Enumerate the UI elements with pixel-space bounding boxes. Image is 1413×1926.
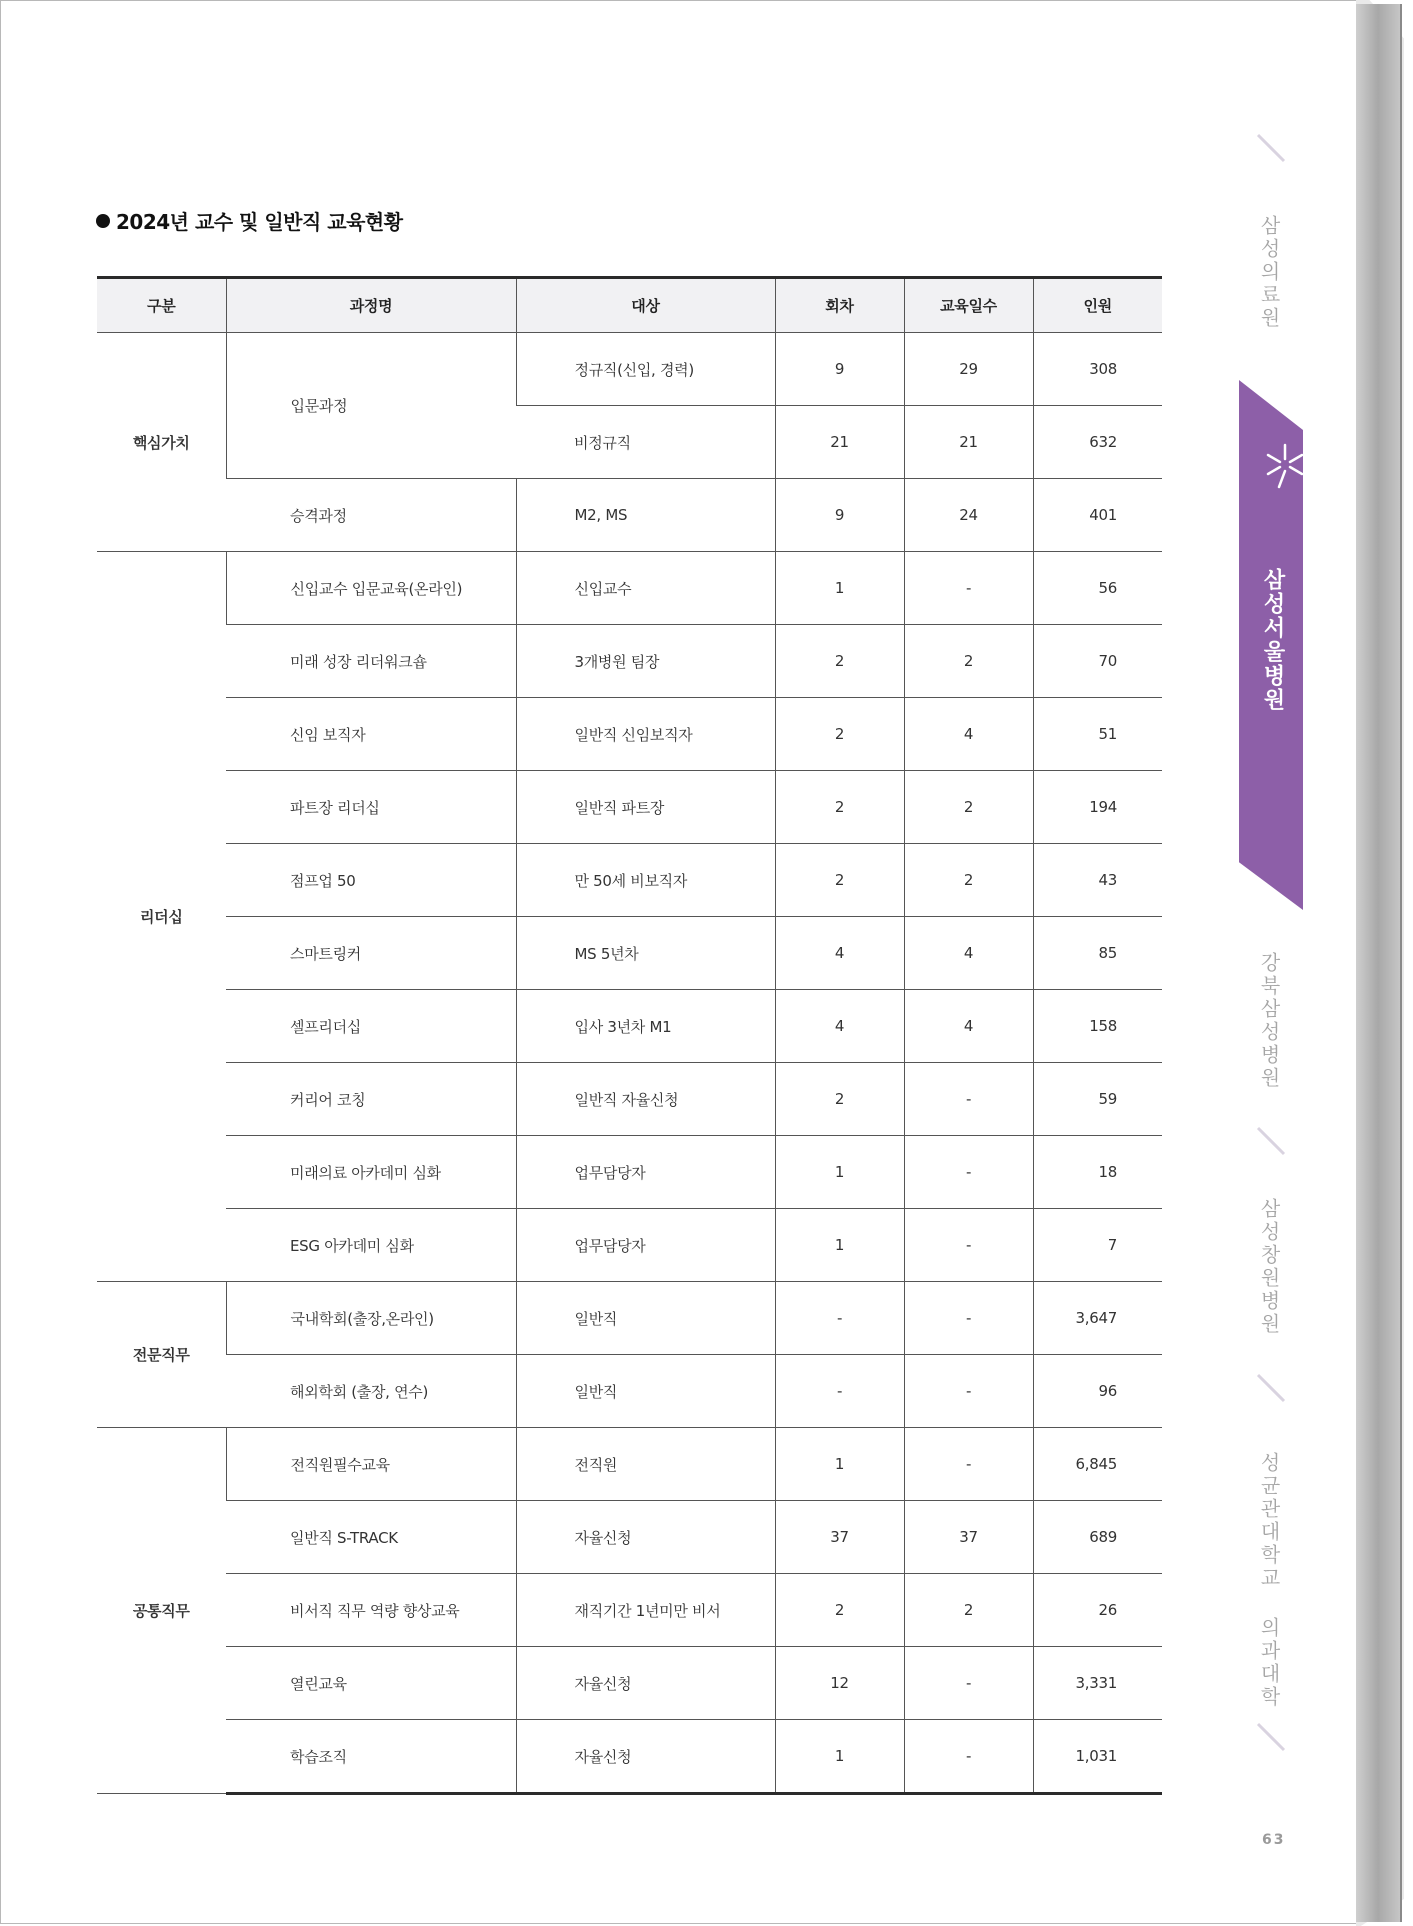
section-title	[96, 206, 403, 235]
target-cell: 일반직 신임보직자	[516, 698, 775, 771]
people-cell: 96	[1033, 1355, 1162, 1428]
page-number: 63	[1262, 1832, 1286, 1848]
table-row	[97, 771, 1162, 844]
people-cell: 158	[1033, 990, 1162, 1063]
sessions-cell: 37	[775, 1501, 904, 1574]
table-row	[97, 990, 1162, 1063]
days-cell: -	[904, 552, 1033, 625]
tab-samsung-seoul-hospital[interactable]: 삼성서울병원	[1260, 568, 1285, 712]
sessions-cell: 9	[775, 333, 904, 406]
days-cell: 37	[904, 1501, 1033, 1574]
target-cell: 입사 3년차 M1	[516, 990, 775, 1063]
course-cell: 미래 성장 리더워크숍	[226, 625, 516, 698]
table-row	[97, 844, 1162, 917]
sessions-cell: 2	[775, 1063, 904, 1136]
days-cell: 2	[904, 771, 1033, 844]
target-cell: 일반직	[516, 1355, 775, 1428]
course-cell: ESG 아카데미 심화	[226, 1209, 516, 1282]
header-target: 대상	[516, 278, 775, 333]
table-row	[97, 1428, 1162, 1501]
people-cell: 43	[1033, 844, 1162, 917]
course-cell: 국내학회(출장,온라인)	[226, 1282, 516, 1355]
days-cell: -	[904, 1136, 1033, 1209]
section-title-text: 2024년 교수 및 일반직 교육현황	[116, 210, 403, 234]
days-cell: 24	[904, 479, 1033, 552]
sessions-cell: 2	[775, 1574, 904, 1647]
days-cell: -	[904, 1355, 1033, 1428]
table-row	[97, 552, 1162, 625]
target-cell: 만 50세 비보직자	[516, 844, 775, 917]
people-cell: 3,331	[1033, 1647, 1162, 1720]
people-cell: 70	[1033, 625, 1162, 698]
people-cell: 85	[1033, 917, 1162, 990]
course-cell: 신입교수 입문교육(온라인)	[226, 552, 516, 625]
course-cell: 입문과정	[226, 333, 516, 479]
table-row	[97, 625, 1162, 698]
people-cell: 401	[1033, 479, 1162, 552]
sessions-cell: -	[775, 1355, 904, 1428]
category-cell: 전문직무	[97, 1282, 226, 1428]
education-table	[97, 276, 1162, 1795]
target-cell: M2, MS	[516, 479, 775, 552]
table-row	[97, 917, 1162, 990]
sessions-cell: 2	[775, 625, 904, 698]
sessions-cell: 2	[775, 771, 904, 844]
tab-samsung-medical-center[interactable]: 삼성의료원	[1257, 215, 1281, 330]
days-cell: 21	[904, 406, 1033, 479]
target-cell: MS 5년차	[516, 917, 775, 990]
target-cell: 3개병원 팀장	[516, 625, 775, 698]
header-course: 과정명	[226, 278, 516, 333]
days-cell: 29	[904, 333, 1033, 406]
table-row	[97, 1355, 1162, 1428]
bullet-icon	[96, 214, 110, 228]
tab-samsung-changwon-hospital[interactable]: 삼성창원병원	[1257, 1198, 1281, 1336]
people-cell: 26	[1033, 1574, 1162, 1647]
category-cell: 리더십	[97, 552, 226, 1282]
sessions-cell: 2	[775, 698, 904, 771]
days-cell: 4	[904, 990, 1033, 1063]
header-days: 교육일수	[904, 278, 1033, 333]
target-cell: 재직기간 1년미만 비서	[516, 1574, 775, 1647]
course-cell: 파트장 리더십	[226, 771, 516, 844]
days-cell: 2	[904, 625, 1033, 698]
course-cell: 커리어 코칭	[226, 1063, 516, 1136]
days-cell: -	[904, 1063, 1033, 1136]
tab-kangbuk-samsung-hospital[interactable]: 강북삼성병원	[1257, 952, 1281, 1090]
table-row	[97, 1720, 1162, 1794]
course-cell: 셀프리더십	[226, 990, 516, 1063]
tab-skku-medical-school[interactable]: 성균관대학교 의과대학	[1257, 1452, 1281, 1709]
course-cell: 학습조직	[226, 1720, 516, 1794]
sessions-cell: 1	[775, 1209, 904, 1282]
target-cell: 업무담당자	[516, 1209, 775, 1282]
sessions-cell: 1	[775, 1720, 904, 1794]
sessions-cell: 1	[775, 1136, 904, 1209]
people-cell: 51	[1033, 698, 1162, 771]
table-row	[97, 698, 1162, 771]
target-cell: 일반직 파트장	[516, 771, 775, 844]
course-cell: 미래의료 아카데미 심화	[226, 1136, 516, 1209]
days-cell: 4	[904, 917, 1033, 990]
header-sessions: 회차	[775, 278, 904, 333]
days-cell: -	[904, 1720, 1033, 1794]
sessions-cell: 9	[775, 479, 904, 552]
sessions-cell: 2	[775, 844, 904, 917]
target-cell: 자율신청	[516, 1501, 775, 1574]
sessions-cell: 1	[775, 1428, 904, 1501]
course-cell: 열린교육	[226, 1647, 516, 1720]
days-cell: 2	[904, 844, 1033, 917]
target-cell: 비정규직	[516, 406, 775, 479]
sessions-cell: 4	[775, 990, 904, 1063]
table-row	[97, 1063, 1162, 1136]
course-cell: 신임 보직자	[226, 698, 516, 771]
people-cell: 1,031	[1033, 1720, 1162, 1794]
target-cell: 업무담당자	[516, 1136, 775, 1209]
page-stack-edge	[1356, 4, 1402, 1922]
divider-slash-icon	[1256, 1722, 1286, 1752]
sessions-cell: 1	[775, 552, 904, 625]
header-category: 구분	[97, 278, 226, 333]
sessions-cell: 4	[775, 917, 904, 990]
people-cell: 7	[1033, 1209, 1162, 1282]
people-cell: 6,845	[1033, 1428, 1162, 1501]
people-cell: 59	[1033, 1063, 1162, 1136]
course-cell: 일반직 S-TRACK	[226, 1501, 516, 1574]
course-cell: 비서직 직무 역량 향상교육	[226, 1574, 516, 1647]
target-cell: 일반직	[516, 1282, 775, 1355]
target-cell: 자율신청	[516, 1720, 775, 1794]
divider-slash-icon	[1256, 133, 1286, 163]
table-row	[97, 1574, 1162, 1647]
table-row	[97, 1501, 1162, 1574]
people-cell: 632	[1033, 406, 1162, 479]
table-row	[97, 1282, 1162, 1355]
people-cell: 194	[1033, 771, 1162, 844]
people-cell: 18	[1033, 1136, 1162, 1209]
sessions-cell: 12	[775, 1647, 904, 1720]
course-cell: 해외학회 (출장, 연수)	[226, 1355, 516, 1428]
table-row	[97, 333, 1162, 406]
target-cell: 신입교수	[516, 552, 775, 625]
days-cell: -	[904, 1428, 1033, 1501]
table-row	[97, 1209, 1162, 1282]
days-cell: -	[904, 1282, 1033, 1355]
header-people: 인원	[1033, 278, 1162, 333]
table-row	[97, 1136, 1162, 1209]
course-cell: 승격과정	[226, 479, 516, 552]
days-cell: -	[904, 1209, 1033, 1282]
table-header-row	[97, 278, 1162, 333]
people-cell: 56	[1033, 552, 1162, 625]
sessions-cell: -	[775, 1282, 904, 1355]
target-cell: 자율신청	[516, 1647, 775, 1720]
days-cell: 2	[904, 1574, 1033, 1647]
course-cell: 스마트링커	[226, 917, 516, 990]
table-row	[97, 479, 1162, 552]
sessions-cell: 21	[775, 406, 904, 479]
divider-slash-icon	[1256, 1373, 1286, 1403]
people-cell: 689	[1033, 1501, 1162, 1574]
sun-burst-icon	[1262, 437, 1308, 491]
people-cell: 308	[1033, 333, 1162, 406]
days-cell: 4	[904, 698, 1033, 771]
category-cell: 핵심가치	[97, 333, 226, 552]
people-cell: 3,647	[1033, 1282, 1162, 1355]
days-cell: -	[904, 1647, 1033, 1720]
target-cell: 전직원	[516, 1428, 775, 1501]
course-cell: 점프업 50	[226, 844, 516, 917]
course-cell: 전직원필수교육	[226, 1428, 516, 1501]
table-row	[97, 1647, 1162, 1720]
category-cell: 공통직무	[97, 1428, 226, 1794]
target-cell: 정규직(신입, 경력)	[516, 333, 775, 406]
divider-slash-icon	[1256, 1126, 1286, 1156]
target-cell: 일반직 자율신청	[516, 1063, 775, 1136]
